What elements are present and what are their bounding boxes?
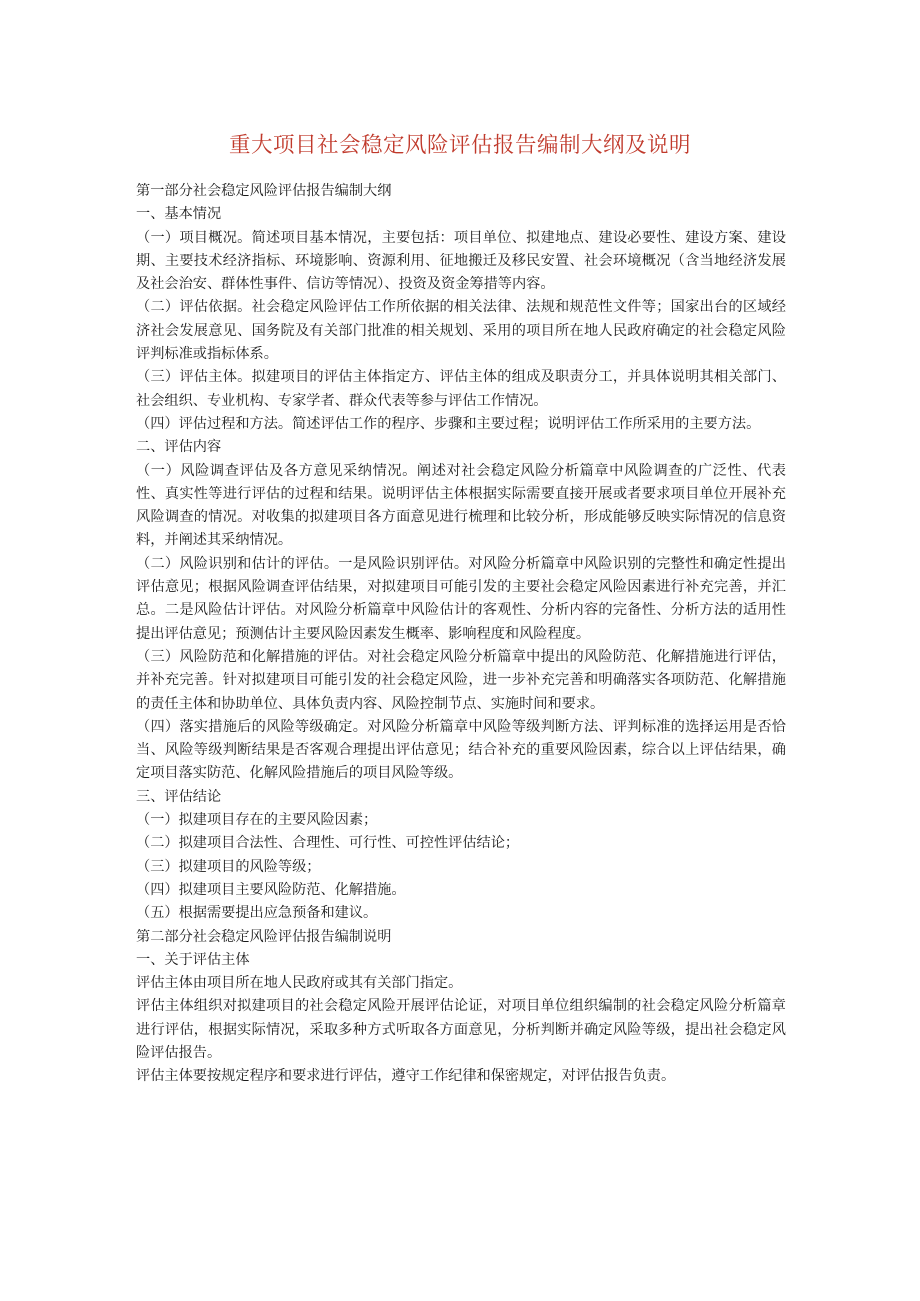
section-heading-assessment-content: 二、评估内容	[136, 439, 222, 456]
paragraph-subject-designation: 评估主体由项目所在地人民政府或其有关部门指定。	[136, 975, 463, 992]
part-two-heading: 第二部分社会稳定风险评估报告编制说明	[136, 928, 392, 945]
section-heading-about-subject: 一、关于评估主体	[136, 951, 250, 968]
part-one-heading: 第一部分社会稳定风险评估报告编制大纲	[136, 183, 392, 199]
paragraph-project-overview: （一）项目概况。简述项目基本情况，主要包括：项目单位、拟建地点、建设必要性、建设方案、建设期、主要技术经济指标、环境影响、资源利用、征地搬迁及移民安置、社会环境概况（含当地经济发展及社会治安、群体性事件、信访等情况）、投资及资金筹措等内容。	[136, 229, 786, 293]
paragraph-risk-identification: （二）风险识别和估计的评估。一是风险识别评估。对风险分析篇章中风险识别的完整性和确定性提出评估意见；根据风险调查评估结果，对拟建项目可能引发的主要社会稳定风险因素进行补充完善，并汇总。二是风险估计评估。对风险分析篇章中风险估计的客观性、分析内容的完备性、分析方法的适用性提出评估意见；预测估计主要风险因素发生概率、影响程度和风险程度。	[136, 555, 786, 642]
paragraph-assessment-subject: （三）评估主体。拟建项目的评估主体指定方、评估主体的组成及职责分工，并具体说明其相关部门、社会组织、专业机构、专家学者、群众代表等参与评估工作情况。	[136, 369, 786, 409]
list-item-conclusion-4: （四）拟建项目主要风险防范、化解措施。	[136, 881, 406, 898]
paragraph-risk-survey: （一）风险调查评估及各方意见采纳情况。阐述对社会稳定风险分析篇章中风险调查的广泛性、代表性、真实性等进行评估的过程和结果。说明评估主体根据实际需要直接开展或者要求项目单位开展补充风险调查的情况。对收集的拟建项目各方面意见进行梳理和比较分析，形成能够反映实际情况的信息资料，并阐述其采纳情况。	[136, 462, 786, 549]
paragraph-assessment-process: （四）评估过程和方法。简述评估工作的程序、步骤和主要过程；说明评估工作所采用的主要方法。	[136, 415, 761, 432]
section-heading-conclusion: 三、评估结论	[136, 788, 222, 805]
paragraph-risk-level: （四）落实措施后的风险等级确定。对风险分析篇章中风险等级判断方法、评判标准的选择运用是否恰当、风险等级判断结果是否客观合理提出评估意见；结合补充的重要风险因素，综合以上评估结果，确定项目落实防范、化解风险措施后的项目风险等级。	[136, 718, 786, 782]
paragraph-risk-prevention: （三）风险防范和化解措施的评估。对社会稳定风险分析篇章中提出的风险防范、化解措施进行评估，并补充完善。针对拟建项目可能引发的社会稳定风险，进一步补充完善和明确落实各项防范、化解措施的责任主体和协助单位、具体负责内容、风险控制节点、实施时间和要求。	[136, 648, 786, 712]
paragraph-subject-responsibility: 评估主体要按规定程序和要求进行评估，遵守工作纪律和保密规定，对评估报告负责。	[136, 1068, 676, 1085]
list-item-conclusion-2: （二）拟建项目合法性、合理性、可行性、可控性评估结论；	[136, 835, 520, 852]
list-item-conclusion-5: （五）根据需要提出应急预备和建议。	[136, 905, 378, 922]
list-item-conclusion-1: （一）拟建项目存在的主要风险因素；	[136, 812, 378, 829]
section-heading-basic-info: 一、基本情况	[136, 206, 222, 223]
paragraph-assessment-basis: （二）评估依据。社会稳定风险评估工作所依据的相关法律、法规和规范性文件等；国家出台的区域经济社会发展意见、国务院及有关部门批准的相关规划、采用的项目所在地人民政府确定的社会稳定风险评判标准或指标体系。	[136, 299, 786, 363]
list-item-conclusion-3: （三）拟建项目的风险等级；	[136, 858, 321, 875]
document-title: 重大项目社会稳定风险评估报告编制大纲及说明	[228, 133, 691, 158]
paragraph-subject-organization: 评估主体组织对拟建项目的社会稳定风险开展评估论证，对项目单位组织编制的社会稳定风险分析篇章进行评估，根据实际情况，采取多种方式听取各方面意见，分析判断并确定风险等级，提出社会稳定风险评估报告。	[136, 998, 786, 1061]
document-body	[136, 180, 786, 1089]
